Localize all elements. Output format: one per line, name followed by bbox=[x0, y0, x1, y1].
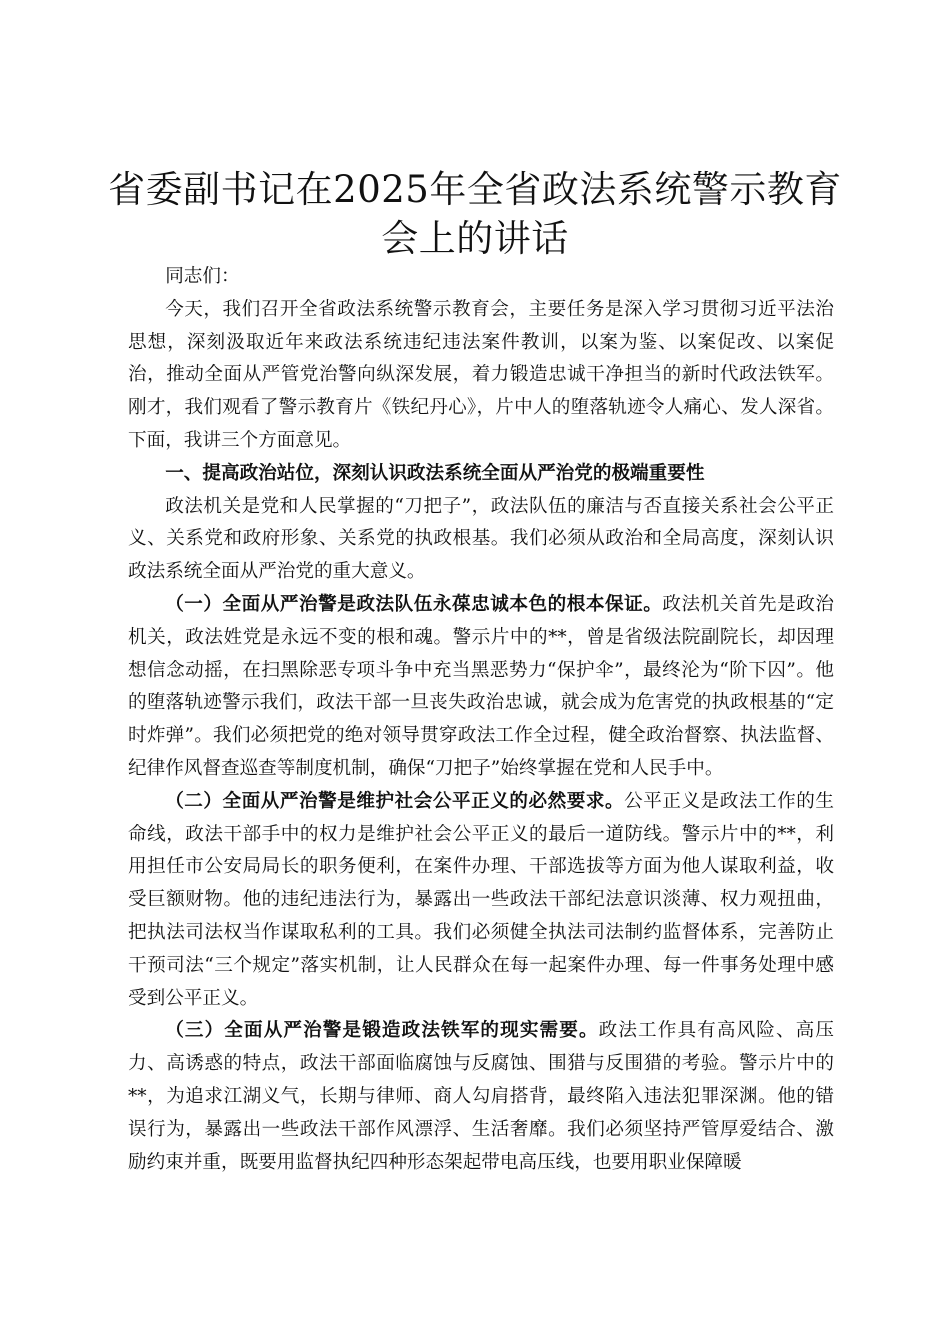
point-text-1: 政法机关首先是政治机关，政法姓党是永远不变的根和魂。警示片中的**，曾是省级法院副院长，却因理想信念动摇，在扫黑除恶专项斗争中充当黑恶势力“保护伞”，最终沦为“阶下囚”。他的堕落轨迹警示我们，政法干部一旦丧失政治忠诚，就会成为危害党的执政根基的“定时炸弹”。我们必须把党的绝对领导贯穿政法工作全过程，健全政治督察、执法监督、纪律作风督查巡查等制度机制，确保“刀把子”始终掌握在党和人民手中。 bbox=[128, 593, 834, 779]
point-lead-2: （二）全面从严治警是维护社会公平正义的必然要求。 bbox=[165, 790, 625, 812]
section-heading-1: 一、提高政治站位，深刻认识政法系统全面从严治党的极端重要性 bbox=[165, 462, 705, 484]
point-paragraph-2 bbox=[128, 786, 834, 1016]
point-lead-3: （三）全面从严治警是锻造政法铁军的现实需要。 bbox=[165, 1020, 599, 1042]
point-paragraph-3 bbox=[128, 1015, 834, 1179]
point-paragraph-1 bbox=[128, 589, 834, 786]
document-title: 省委副书记在2025年全省政法系统警示教育会上的讲话 bbox=[108, 168, 842, 260]
intro-paragraph: 今天，我们召开全省政法系统警示教育会，主要任务是深入学习贯彻习近平法治思想，深刻汲取近年来政法系统违纪违法案件教训，以案为鉴、以案促改、以案促治，推动全面从严管党治警向纵深发展，着力锻造忠诚干净担当的新时代政法铁军。刚才，我们观看了警示教育片《铁纪丹心》，片中人的堕落轨迹令人痛心、发人深省。下面，我讲三个方面意见。 bbox=[128, 298, 834, 451]
point-text-3: 政法工作具有高风险、高压力、高诱惑的特点，政法干部面临腐蚀与反腐蚀、围猎与反围猎的考验。警示片中的**，为追求江湖义气，长期与律师、商人勾肩搭背，最终陷入违法犯罪深渊。他的错误行为，暴露出一些政法干部作风漂浮、生活奢靡。我们必须坚持严管厚爱结合、激励约束并重，既要用监督执纪四种形态架起带电高压线，也要用职业保障暖 bbox=[128, 1020, 834, 1173]
point-text-2: 公平正义是政法工作的生命线，政法干部手中的权力是维护社会公平正义的最后一道防线。警示片中的**，利用担任市公安局局长的职务便利，在案件办理、干部选拔等方面为他人谋取利益，收受巨额财物。他的违纪违法行为，暴露出一些政法干部纪法意识淡薄、权力观扭曲，把执法司法权当作谋取私利的工具。我们必须健全执法司法制约监督体系，完善防止干预司法“三个规定”落实机制，让人民群众在每一起案件办理、每一件事务处理中感受到公平正义。 bbox=[128, 790, 834, 1009]
section-paragraph: 政法机关是党和人民掌握的“刀把子”，政法队伍的廉洁与否直接关系社会公平正义、关系党和政府形象、关系党的执政根基。我们必须从政治和全局高度，深刻认识政法系统全面从严治党的重大意义。 bbox=[128, 495, 834, 583]
point-lead-1: （一）全面从严治警是政法队伍永葆忠诚本色的根本保证。 bbox=[165, 593, 663, 615]
salutation: 同志们： bbox=[165, 266, 240, 287]
document-body bbox=[128, 261, 834, 1179]
